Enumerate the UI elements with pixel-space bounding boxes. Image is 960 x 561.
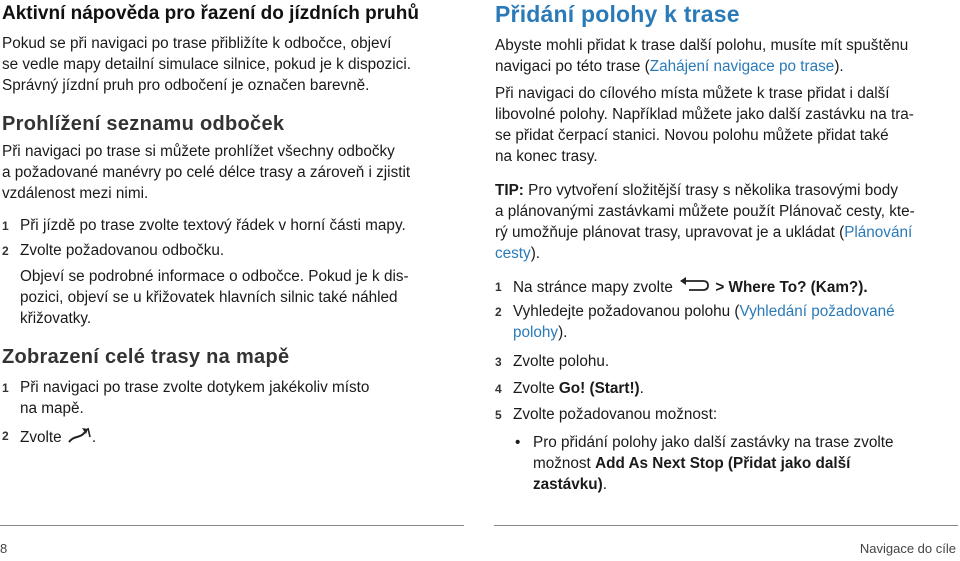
full-route-step-1 xyxy=(2,377,464,419)
link-start-navigation[interactable]: Zahájení navigace po trase xyxy=(649,58,835,75)
footer-rule-left xyxy=(0,525,464,526)
step-text-end: . xyxy=(91,429,97,447)
step-number: 2 xyxy=(495,305,502,319)
step-text: Při jízdě po trase zvolte textový řádek v horní části mapy. xyxy=(20,217,406,234)
step-number: 3 xyxy=(495,355,502,369)
turn-detail-paragraph xyxy=(20,266,464,329)
step-number: 2 xyxy=(2,244,9,258)
text-line: se vedle mapy detailní simulace silnice, pokud je k dispozici. xyxy=(2,56,411,73)
text-line: Správný jízdní pruh pro odbočení je označen barevně. xyxy=(2,77,370,94)
back-arrow-icon xyxy=(677,276,711,300)
footer-rule-right xyxy=(494,525,958,526)
text-line: Pokud se při navigaci po trase přibližíte k odbočce, objeví xyxy=(2,35,392,52)
turn-list-paragraph xyxy=(2,141,464,204)
step-text: Zvolte požadovanou možnost: xyxy=(513,406,718,423)
step-text: Zvolte požadovanou odbočku. xyxy=(20,242,225,259)
step-text: na mapě. xyxy=(20,400,84,417)
turn-list-heading: Prohlížení seznamu odboček xyxy=(2,113,285,135)
add-location-heading: Přidání polohy k trase xyxy=(495,1,740,27)
turn-list-step-1 xyxy=(2,215,464,236)
text-line: křižovatky. xyxy=(20,310,92,327)
text-line: Při navigaci do cílového místa můžete k trase přidat i další xyxy=(495,85,890,102)
text-line: a požadované manévry po celé délce trasy a zároveň i zjistit xyxy=(2,164,411,181)
page-number: 8 xyxy=(0,541,8,556)
text-line: navigaci po této trase (Zahájení navigace po trase). xyxy=(495,58,844,75)
intro-paragraph-2 xyxy=(495,83,957,167)
step-text: Při navigaci po trase zvolte dotykem jakékoliv místo xyxy=(20,379,370,396)
step-text: Vyhledejte požadovanou polohu ( xyxy=(513,303,740,320)
step-text: Zvolte xyxy=(20,429,62,447)
tip-paragraph xyxy=(495,180,957,264)
text-line: libovolné polohy. Například můžete jako další zastávku na tra- xyxy=(495,106,914,123)
text-line: cesty). xyxy=(495,245,541,262)
text-line: Objeví se podrobné informace o odbočce. Pokud je k dis- xyxy=(20,268,409,285)
text-line: Při navigaci po trase si můžete prohlížet všechny odbočky xyxy=(2,143,395,160)
step-number: 4 xyxy=(495,382,502,396)
step-text: Zvolte xyxy=(513,380,559,397)
text-line: na konec trasy. xyxy=(495,148,598,165)
text-line: se přidat čerpací stanici. Novou polohu můžete přidat také xyxy=(495,127,889,144)
text-line: pozici, objeví se u křižovatek hlavních silnic také náhled xyxy=(20,289,398,306)
text-line: rý umožňuje plánovat trasy, upravovat je a ukládat (Plánování xyxy=(495,224,913,241)
option-bullet: • Pro přidání polohy jako další zastávky na trase zvolte možnost Add As Next Stop (Přidat jako další zastávku). xyxy=(515,434,894,493)
add-step-1 xyxy=(495,276,957,300)
step-number: 1 xyxy=(2,381,9,395)
text-line: TIP: Pro vytvoření složitější trasy s několika trasovými body xyxy=(495,182,898,199)
link-find-location[interactable]: Vyhledání požadované xyxy=(739,303,895,320)
bullet-text: Pro přidání polohy jako další zastávky na trase zvolte xyxy=(533,434,894,451)
where-to-label: > Where To? (Kam?). xyxy=(715,279,868,297)
step-number: 1 xyxy=(495,280,502,294)
text-line: vzdálenost mezi nimi. xyxy=(2,185,149,202)
turn-list-step-2 xyxy=(2,240,464,261)
text-line: a plánovanými zastávkami můžete použít Plánovač cesty, kte- xyxy=(495,203,915,220)
go-label: Go! (Start!) xyxy=(558,380,640,397)
step-number: 5 xyxy=(495,408,502,422)
step-number: 1 xyxy=(2,219,9,233)
step-text: Na stránce mapy zvolte xyxy=(513,279,673,297)
lane-assist-paragraph xyxy=(2,33,464,96)
add-next-stop-label: Add As Next Stop (Přidat jako další xyxy=(595,455,851,472)
step-text: Zvolte polohu. xyxy=(513,353,610,370)
step-number: 2 xyxy=(2,429,9,443)
link-find-location-cont[interactable]: polohy xyxy=(513,324,559,341)
link-trip-planning-cont[interactable]: cesty xyxy=(495,245,531,262)
section-name: Navigace do cíle xyxy=(859,541,956,556)
add-step-5 xyxy=(495,404,957,425)
text-line: Abyste mohli přidat k trase další polohu, musíte mít spuštěnu xyxy=(495,37,909,54)
tip-label: TIP: xyxy=(495,182,524,199)
add-step-4: 4 Zvolte Go! (Start!). xyxy=(495,378,957,399)
add-step-3 xyxy=(495,351,957,372)
bullet-dot: • xyxy=(515,434,521,451)
add-step-2: 2 Vyhledejte požadovanou polohu (Vyhledání požadované polohy). xyxy=(495,303,895,341)
full-route-step-2 xyxy=(2,425,464,451)
route-icon xyxy=(66,425,92,451)
intro-paragraph-1 xyxy=(495,35,957,77)
link-trip-planning[interactable]: Plánování xyxy=(844,224,913,241)
lane-assist-heading: Aktivní nápověda pro řazení do jízdních pruhů xyxy=(2,3,419,24)
add-next-stop-label-cont: zastávku) xyxy=(533,476,603,493)
full-route-heading: Zobrazení celé trasy na mapě xyxy=(2,346,290,368)
